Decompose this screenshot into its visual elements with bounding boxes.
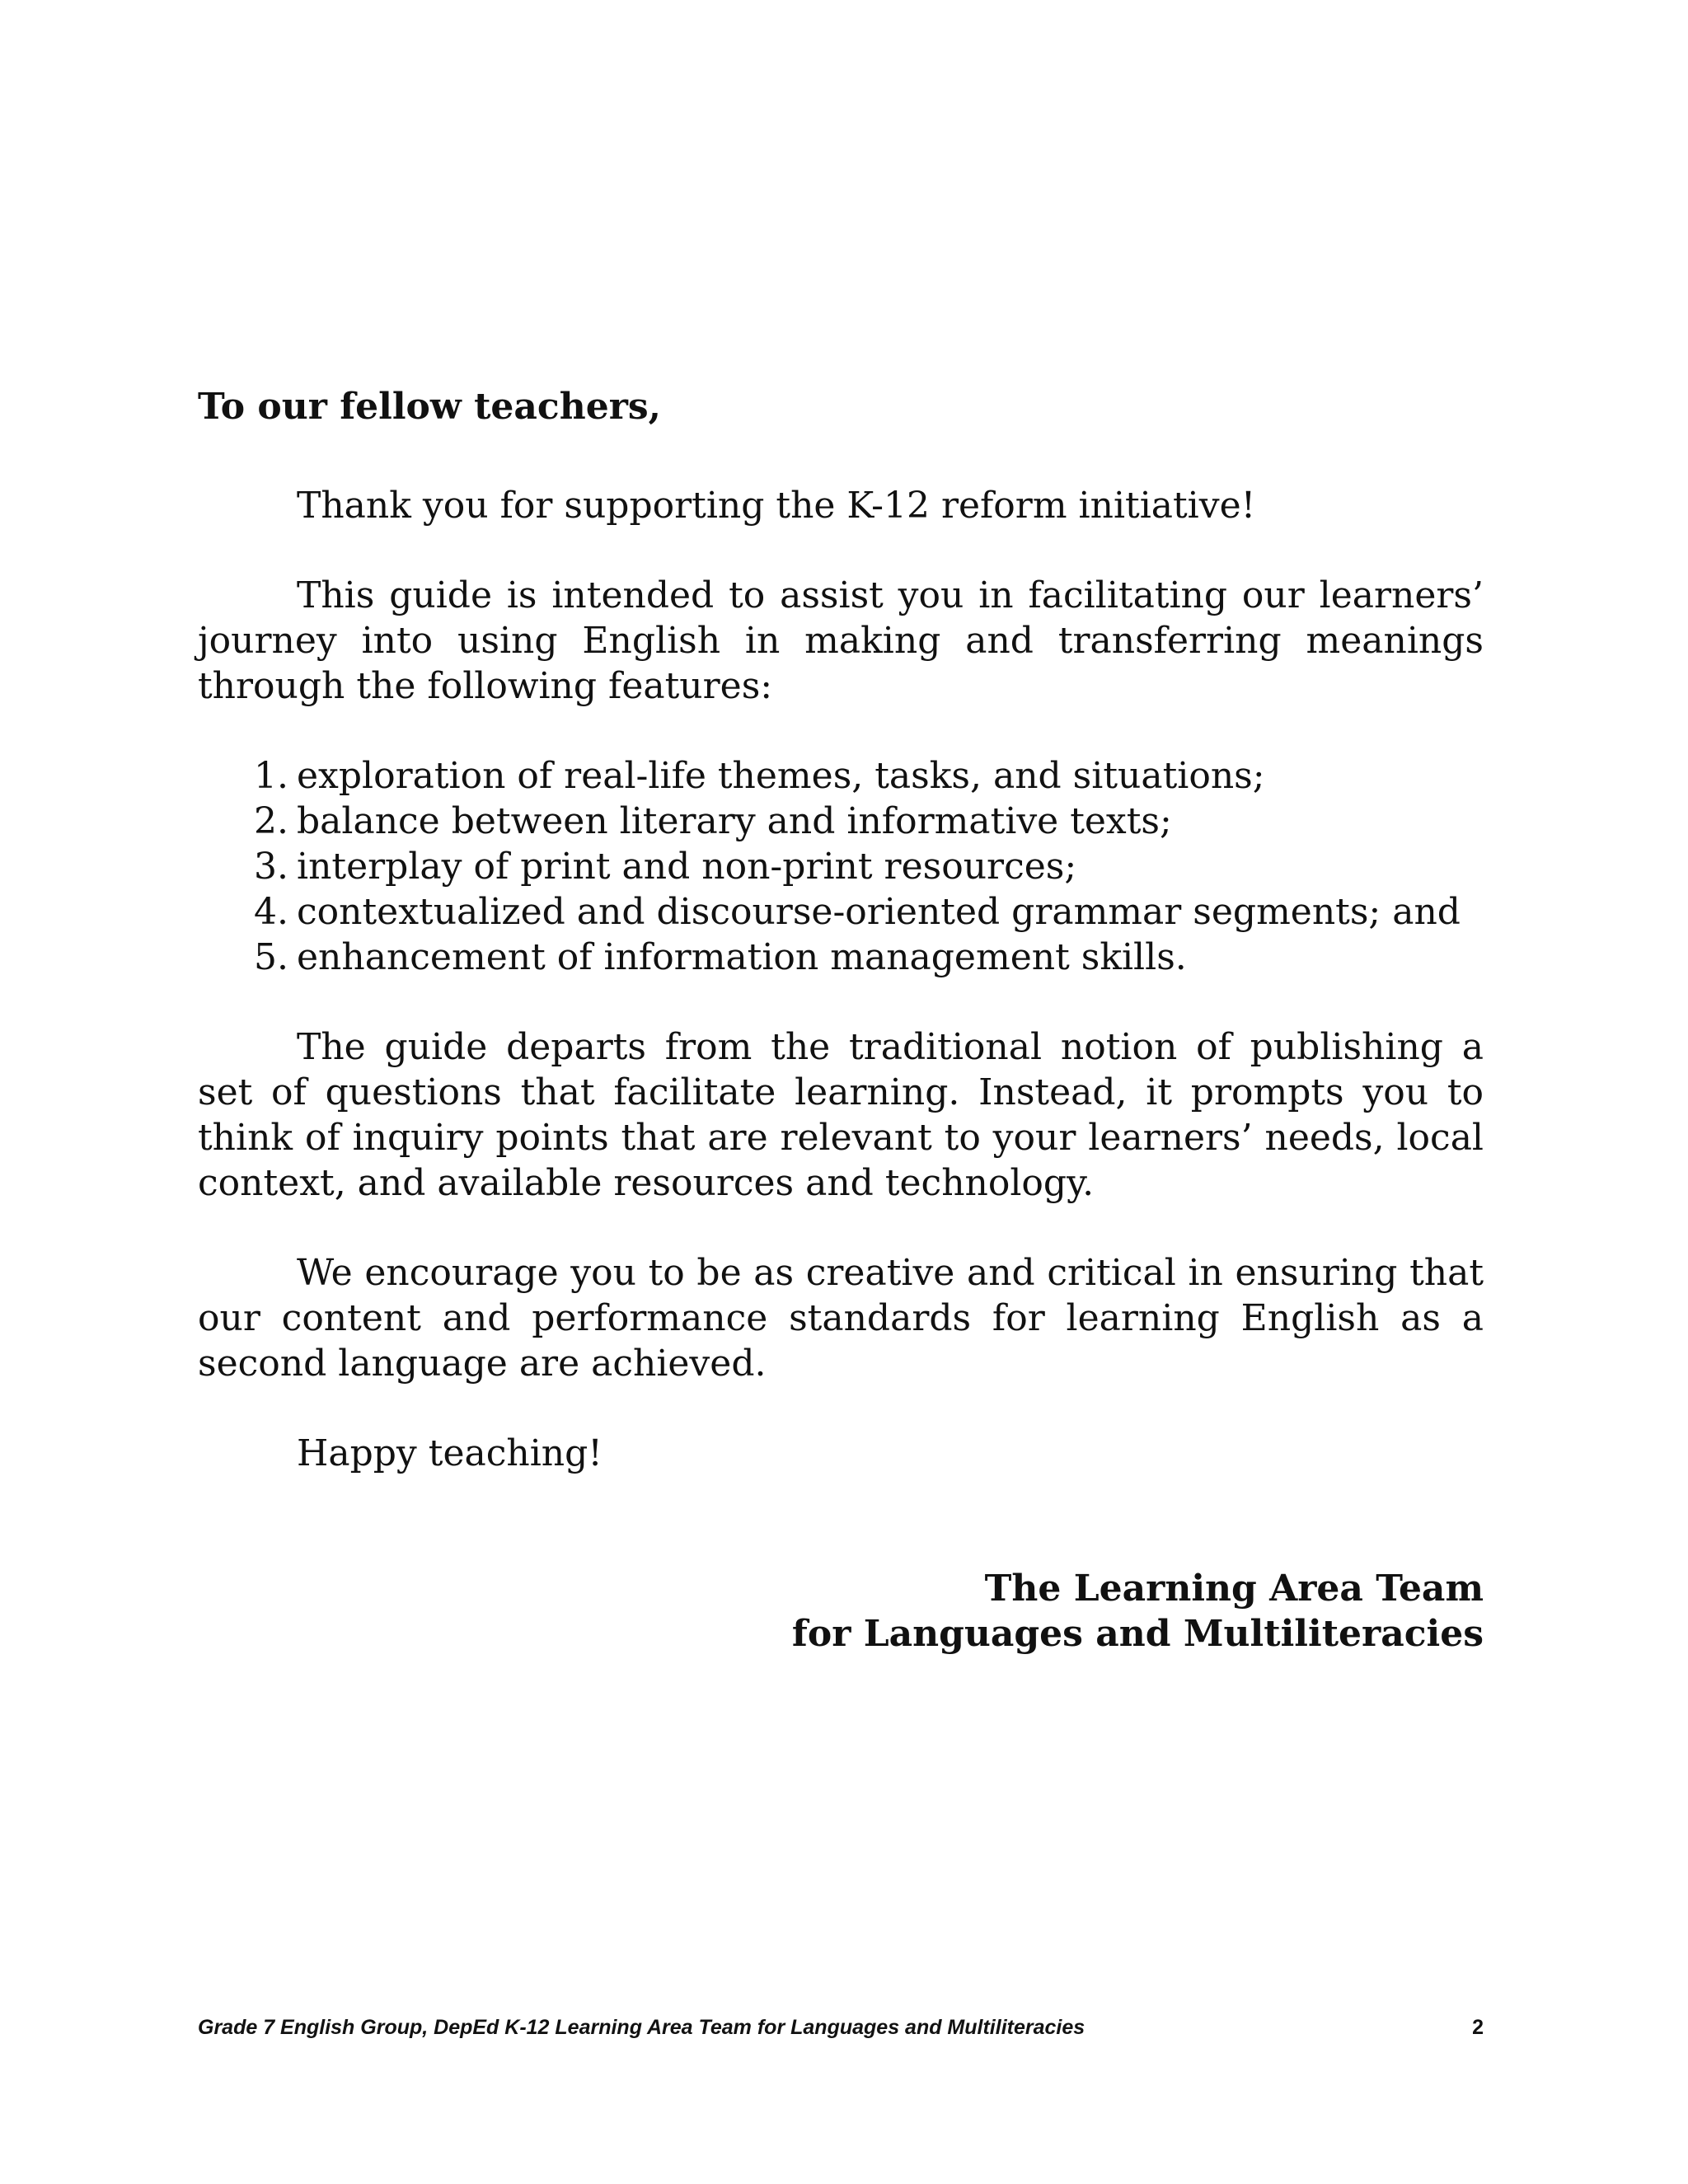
- list-item-number: 2.: [254, 800, 288, 842]
- document-page: [198, 0, 1484, 2184]
- page-footer: [198, 2016, 1484, 2040]
- list-item: [198, 844, 1484, 889]
- list-item: [198, 889, 1484, 935]
- paragraph-guide-approach: The guide departs from the traditional notion of publishing a set of questions that facilitate learning. Instead, it prompts you to think of inquiry points that are relevant to your learners’ needs, local context, and available resources and technology.: [198, 1026, 1484, 1204]
- signature-block: [792, 1566, 1484, 1657]
- page-number: 2: [1472, 2016, 1484, 2039]
- list-item-number: 5.: [254, 936, 288, 978]
- list-item: [198, 935, 1484, 980]
- list-item-text: exploration of real-life themes, tasks, and situations;: [297, 755, 1265, 797]
- signature-line-2: for Languages and Multiliteracies: [791, 1613, 1484, 1655]
- list-item-number: 4.: [254, 891, 288, 933]
- list-item-text: contextualized and discourse-oriented grammar segments; and: [297, 891, 1461, 933]
- list-item-text: interplay of print and non-print resources;: [297, 846, 1077, 888]
- list-item-number: 1.: [254, 755, 288, 797]
- list-item: [198, 753, 1484, 799]
- salutation: To our fellow teachers,: [198, 386, 661, 428]
- list-item-text: balance between literary and informative texts;: [297, 800, 1172, 842]
- list-item: [198, 799, 1484, 844]
- closing-line: Happy teaching!: [297, 1432, 603, 1474]
- paragraph-intro: This guide is intended to assist you in facilitating our learners’ journey into using English in making and transferring meanings through the following features:: [198, 574, 1484, 707]
- paragraph-thanks: Thank you for supporting the K-12 reform initiative!: [297, 485, 1256, 527]
- list-item-text: enhancement of information management skills.: [297, 936, 1187, 978]
- footer-text: Grade 7 English Group, DepEd K-12 Learning Area Team for Languages and Multiliteracies: [198, 2016, 1085, 2039]
- list-item-number: 3.: [254, 846, 288, 888]
- paragraph-encouragement: We encourage you to be as creative and critical in ensuring that our content and performance standards for learning English as a second language are achieved.: [198, 1252, 1484, 1385]
- features-list: [198, 753, 1484, 980]
- signature-line-1: The Learning Area Team: [984, 1568, 1484, 1610]
